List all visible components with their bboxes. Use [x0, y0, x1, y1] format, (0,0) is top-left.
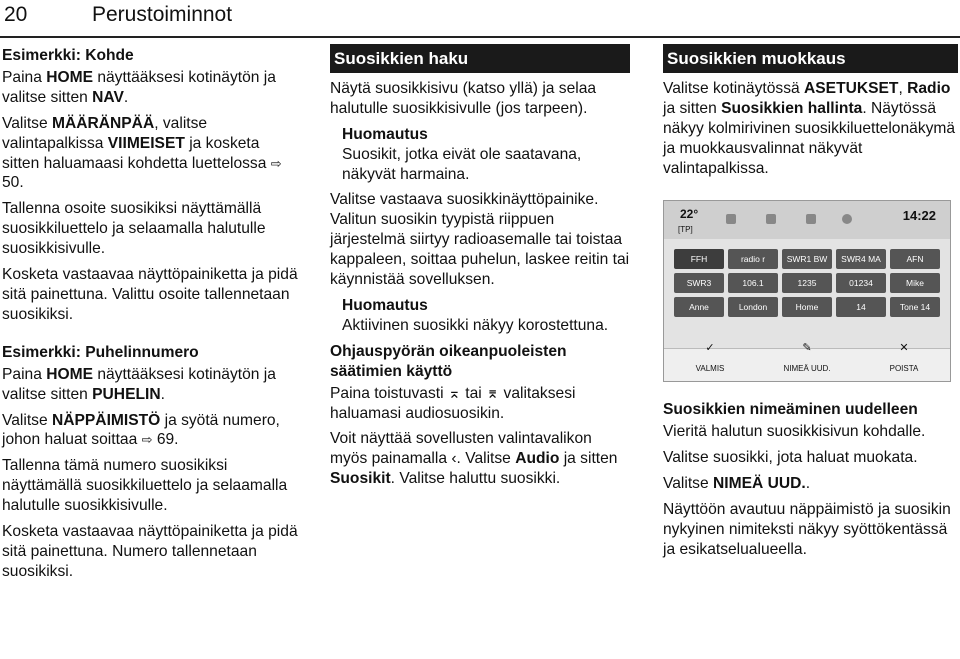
page-title: Perustoiminnot: [92, 3, 233, 26]
favourite-button[interactable]: SWR1 BW: [782, 249, 832, 269]
note-text-1: Suosikit, jotka eivät ole saatavana, näkyvät harmaina.: [342, 145, 582, 183]
rename-step-2: Valitse suosikki, jota haluat muokata.: [663, 449, 918, 467]
screen-music-icon: [766, 214, 776, 224]
column-3: [663, 40, 958, 566]
page-header: [0, 0, 960, 40]
favourite-button[interactable]: SWR4 MA: [836, 249, 886, 269]
note-text-2: Aktiivinen suosikki näkyy korostettuna.: [342, 316, 609, 334]
favourite-button[interactable]: Tone 14: [890, 297, 940, 317]
favourite-button[interactable]: AFN: [890, 249, 940, 269]
favourite-button[interactable]: 106.1: [728, 273, 778, 293]
rename-step-1: Vieritä halutun suosikkisivun kohdalle.: [663, 423, 926, 441]
header-rule: [0, 36, 960, 38]
example-phone-step-3: Tallenna tämä numero suosikiksi näyttämällä suosikkiluettelo ja selaamalla halutulle suosikkisivulle.: [2, 457, 288, 515]
favourite-button[interactable]: 1235: [782, 273, 832, 293]
favourite-button[interactable]: radio r: [728, 249, 778, 269]
favourite-button[interactable]: London: [728, 297, 778, 317]
back-chevron-icon: ‹: [451, 450, 457, 468]
delete-button[interactable]: ✕ POISTA: [874, 339, 934, 379]
column-1: [2, 40, 298, 588]
cross-reference-arrow-icon: ⇨: [141, 432, 153, 448]
section-heading-favourites-retrieve: Suosikkien haku: [330, 44, 630, 73]
done-button[interactable]: ✓ VALMIS: [680, 339, 740, 379]
steering-wheel-text-1: Paina toistuvasti ⌅ tai ⌆ valitaksesi haluamasi audiosuosikin.: [330, 384, 576, 422]
scroll-up-icon: ⌅: [447, 384, 461, 402]
favourites-grid: [674, 249, 940, 317]
example-destination-step-4: Kosketa vastaavaa näyttöpainiketta ja pidä sitä painettuna. Valittu osoite tallennetaan suosikiksi.: [2, 266, 298, 323]
rename-favourites-title: Suosikkien nimeäminen uudelleen: [663, 401, 918, 419]
scroll-down-icon: ⌆: [486, 384, 500, 402]
favourite-button[interactable]: SWR3: [674, 273, 724, 293]
steering-wheel-text-2: Voit näyttää sovellusten valintavalikon myös painamalla ‹. Valitse Audio ja sitten Suosikit. Valitse haluttu suosikki.: [330, 430, 618, 488]
favourite-button[interactable]: Anne: [674, 297, 724, 317]
favourites-edit-screen-image: [663, 200, 951, 382]
checkmark-icon: ✓: [705, 341, 715, 354]
screen-app-icon: [726, 214, 736, 224]
close-icon: ✕: [899, 341, 909, 354]
screen-phone-icon: [806, 214, 816, 224]
cross-reference-arrow-icon: ⇨: [270, 155, 282, 171]
example-destination-step-1: Paina HOME näyttääksesi kotinäytön ja valitse sitten NAV.: [2, 68, 276, 106]
favourite-button[interactable]: Home: [782, 297, 832, 317]
favourite-button[interactable]: Mike: [890, 273, 940, 293]
page-number: 20: [4, 3, 28, 26]
screen-status-bar: [664, 201, 950, 239]
screen-action-bar: [664, 341, 950, 381]
screen-clock: 14:22: [902, 208, 936, 224]
favourite-button[interactable]: 14: [836, 297, 886, 317]
edit-text-1: Valitse kotinäytössä ASETUKSET, Radio ja sitten Suosikkien hallinta. Näytössä näkyy kolmirivinen suosikkiluettelonäkymä ja muokkausvalinnat näkyvät valintapalkissa.: [663, 79, 956, 177]
column-2: [330, 40, 630, 495]
steering-wheel-controls-title: Ohjauspyörän oikeanpuoleisten säätimien käyttö: [330, 342, 567, 380]
rename-step-4: Näyttöön avautuu näppäimistö ja suosikin nykyinen nimiteksti näkyy syöttökentässä ja esikatselualueella.: [663, 501, 951, 558]
example-destination-step-2: Valitse MÄÄRÄNPÄÄ, valitse valintapalkissa VIIMEISET ja kosketa sitten haluamaasi kohdetta luettelossa ⇨ 50.: [2, 114, 282, 192]
note-title-2: Huomautus: [342, 296, 428, 314]
example-destination-step-3: Tallenna osoite suosikiksi näyttämällä suosikkiluettelo ja selaamalla halutulle suosikkisivulle.: [2, 200, 266, 258]
section-heading-favourites-edit: Suosikkien muokkaus: [663, 44, 958, 73]
favourite-button[interactable]: FFH: [674, 249, 724, 269]
example-phone-step-4: Kosketa vastaavaa näyttöpainiketta ja pidä sitä painettuna. Numero tallennetaan suosikiksi.: [2, 523, 298, 580]
screen-temperature: 22°: [680, 207, 699, 222]
favourite-button[interactable]: 01234: [836, 273, 886, 293]
note-title-1: Huomautus: [342, 125, 428, 143]
rename-step-3: Valitse NIMEÄ UUD..: [663, 475, 811, 493]
example-phone-step-1: Paina HOME näyttääksesi kotinäytön ja valitse sitten PUHELIN.: [2, 365, 276, 403]
screen-tp-indicator: [TP]: [678, 225, 693, 235]
retrieve-text-1: Näytä suosikkisivu (katso yllä) ja selaa halutulle suosikkisivulle (jos tarpeen).: [330, 79, 597, 117]
rename-button[interactable]: ✎ NIMEÄ UUD.: [777, 339, 837, 379]
example-phone-title: Esimerkki: Puhelinnumero: [2, 343, 199, 361]
retrieve-text-2: Valitse vastaava suosikkinäyttöpainike. Valitun suosikin tyypistä riippuen järjestelmä siirtyy radioasemalle tai toistaa kappaleen, soittaa puhelun, laskee reitin tai käynnistää sovelluksen.: [330, 191, 630, 289]
example-destination-title: Esimerkki: Kohde: [2, 47, 134, 64]
example-phone-step-2: Valitse NÄPPÄIMISTÖ ja syötä numero, johon haluat soittaa ⇨ 69.: [2, 411, 280, 449]
screen-settings-icon: [842, 214, 852, 224]
pencil-icon: ✎: [802, 341, 812, 354]
